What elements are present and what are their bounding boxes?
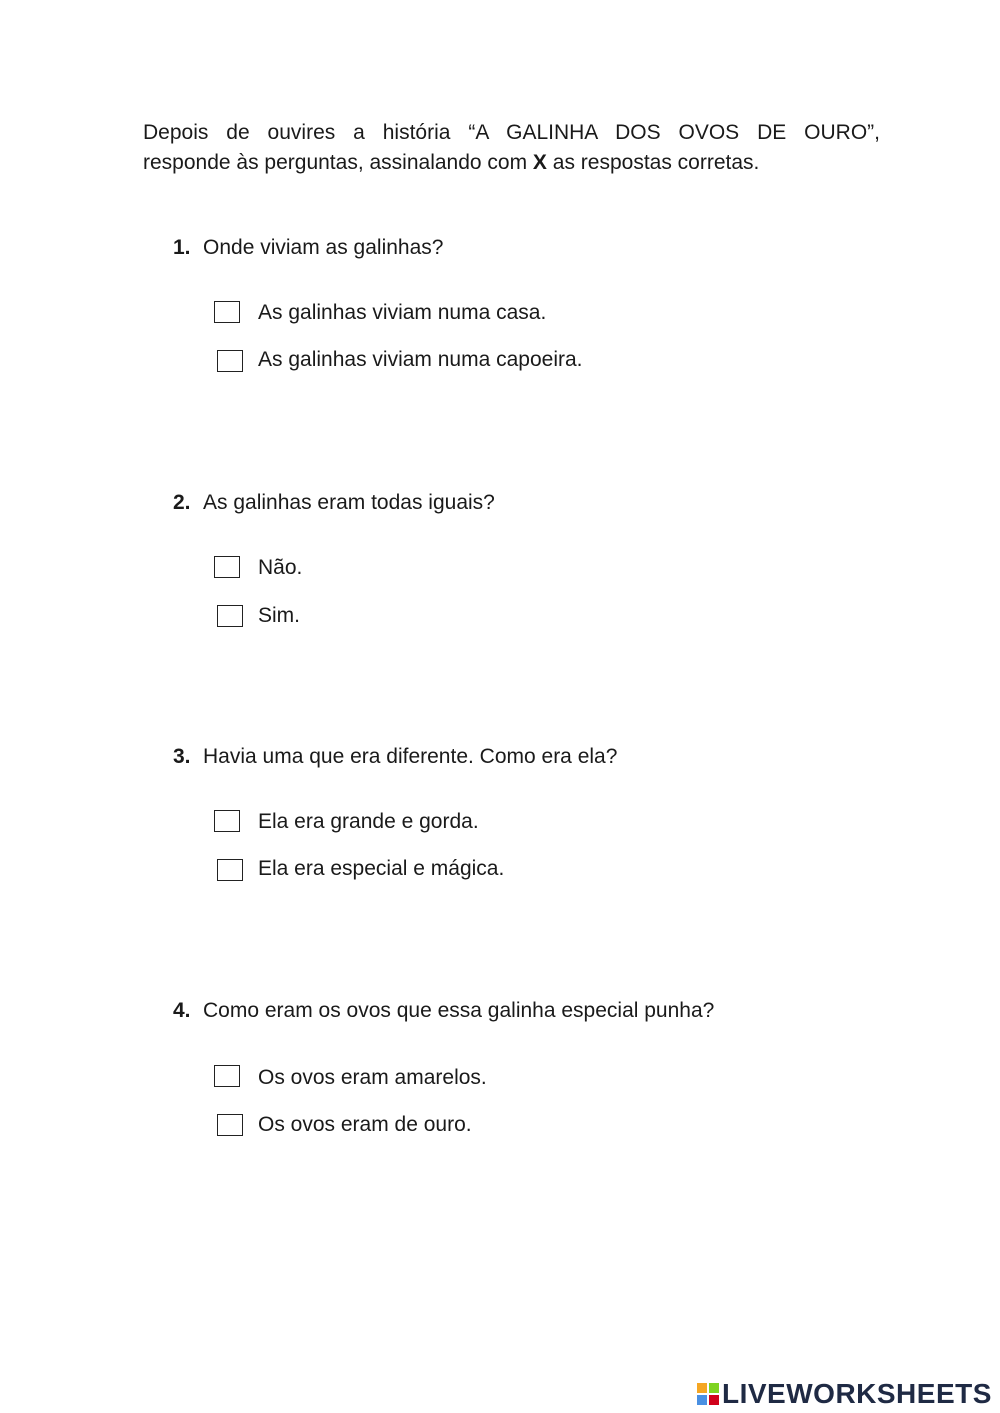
option-label: Ela era especial e mágica. bbox=[258, 857, 505, 880]
question-number: 1. bbox=[173, 236, 191, 259]
checkbox-q2-option-1[interactable] bbox=[214, 556, 240, 578]
logo-text: LIVEWORKSHEETS bbox=[722, 1378, 992, 1409]
question-2 bbox=[173, 490, 495, 516]
checkbox-q1-option-1[interactable] bbox=[214, 301, 240, 323]
option-label: Ela era grande e gorda. bbox=[258, 810, 479, 833]
question-number: 3. bbox=[173, 745, 191, 768]
logo-mark-icon bbox=[697, 1383, 719, 1405]
checkbox-q4-option-2[interactable] bbox=[217, 1114, 243, 1136]
logo-square-icon bbox=[709, 1383, 719, 1393]
option-label: As galinhas viviam numa capoeira. bbox=[258, 348, 583, 371]
checkbox-q1-option-2[interactable] bbox=[217, 350, 243, 372]
liveworksheets-logo bbox=[697, 1378, 992, 1410]
checkbox-q3-option-2[interactable] bbox=[217, 859, 243, 881]
logo-square-icon bbox=[697, 1383, 707, 1393]
instructions-text: responde às perguntas, assinalando com bbox=[143, 151, 533, 174]
checkbox-q2-option-2[interactable] bbox=[217, 605, 243, 627]
instructions-line-1: Depois de ouvires a história “A GALINHA DOS OVOS DE OURO”, bbox=[143, 121, 880, 144]
logo-square-icon bbox=[697, 1395, 707, 1405]
logo-square-icon bbox=[709, 1395, 719, 1405]
question-text: Havia uma que era diferente. Como era ela? bbox=[203, 745, 618, 768]
option-label: Não. bbox=[258, 556, 303, 579]
question-1 bbox=[173, 235, 443, 261]
instructions-text-end: as respostas corretas. bbox=[546, 151, 760, 174]
instructions bbox=[143, 118, 880, 178]
question-text: As galinhas eram todas iguais? bbox=[203, 491, 495, 514]
x-mark: X bbox=[532, 151, 547, 174]
question-text: Como eram os ovos que essa galinha especial punha? bbox=[203, 999, 715, 1022]
option-label: Sim. bbox=[258, 604, 300, 627]
checkbox-q4-option-1[interactable] bbox=[214, 1065, 240, 1087]
question-number: 4. bbox=[173, 999, 191, 1022]
question-text: Onde viviam as galinhas? bbox=[203, 236, 444, 259]
option-label: Os ovos eram de ouro. bbox=[258, 1113, 472, 1136]
instructions-line-2 bbox=[143, 148, 880, 178]
question-number: 2. bbox=[173, 491, 191, 514]
question-4 bbox=[173, 998, 714, 1024]
checkbox-q3-option-1[interactable] bbox=[214, 810, 240, 832]
option-label: Os ovos eram amarelos. bbox=[258, 1066, 487, 1089]
question-3 bbox=[173, 744, 617, 770]
option-label: As galinhas viviam numa casa. bbox=[258, 301, 547, 324]
